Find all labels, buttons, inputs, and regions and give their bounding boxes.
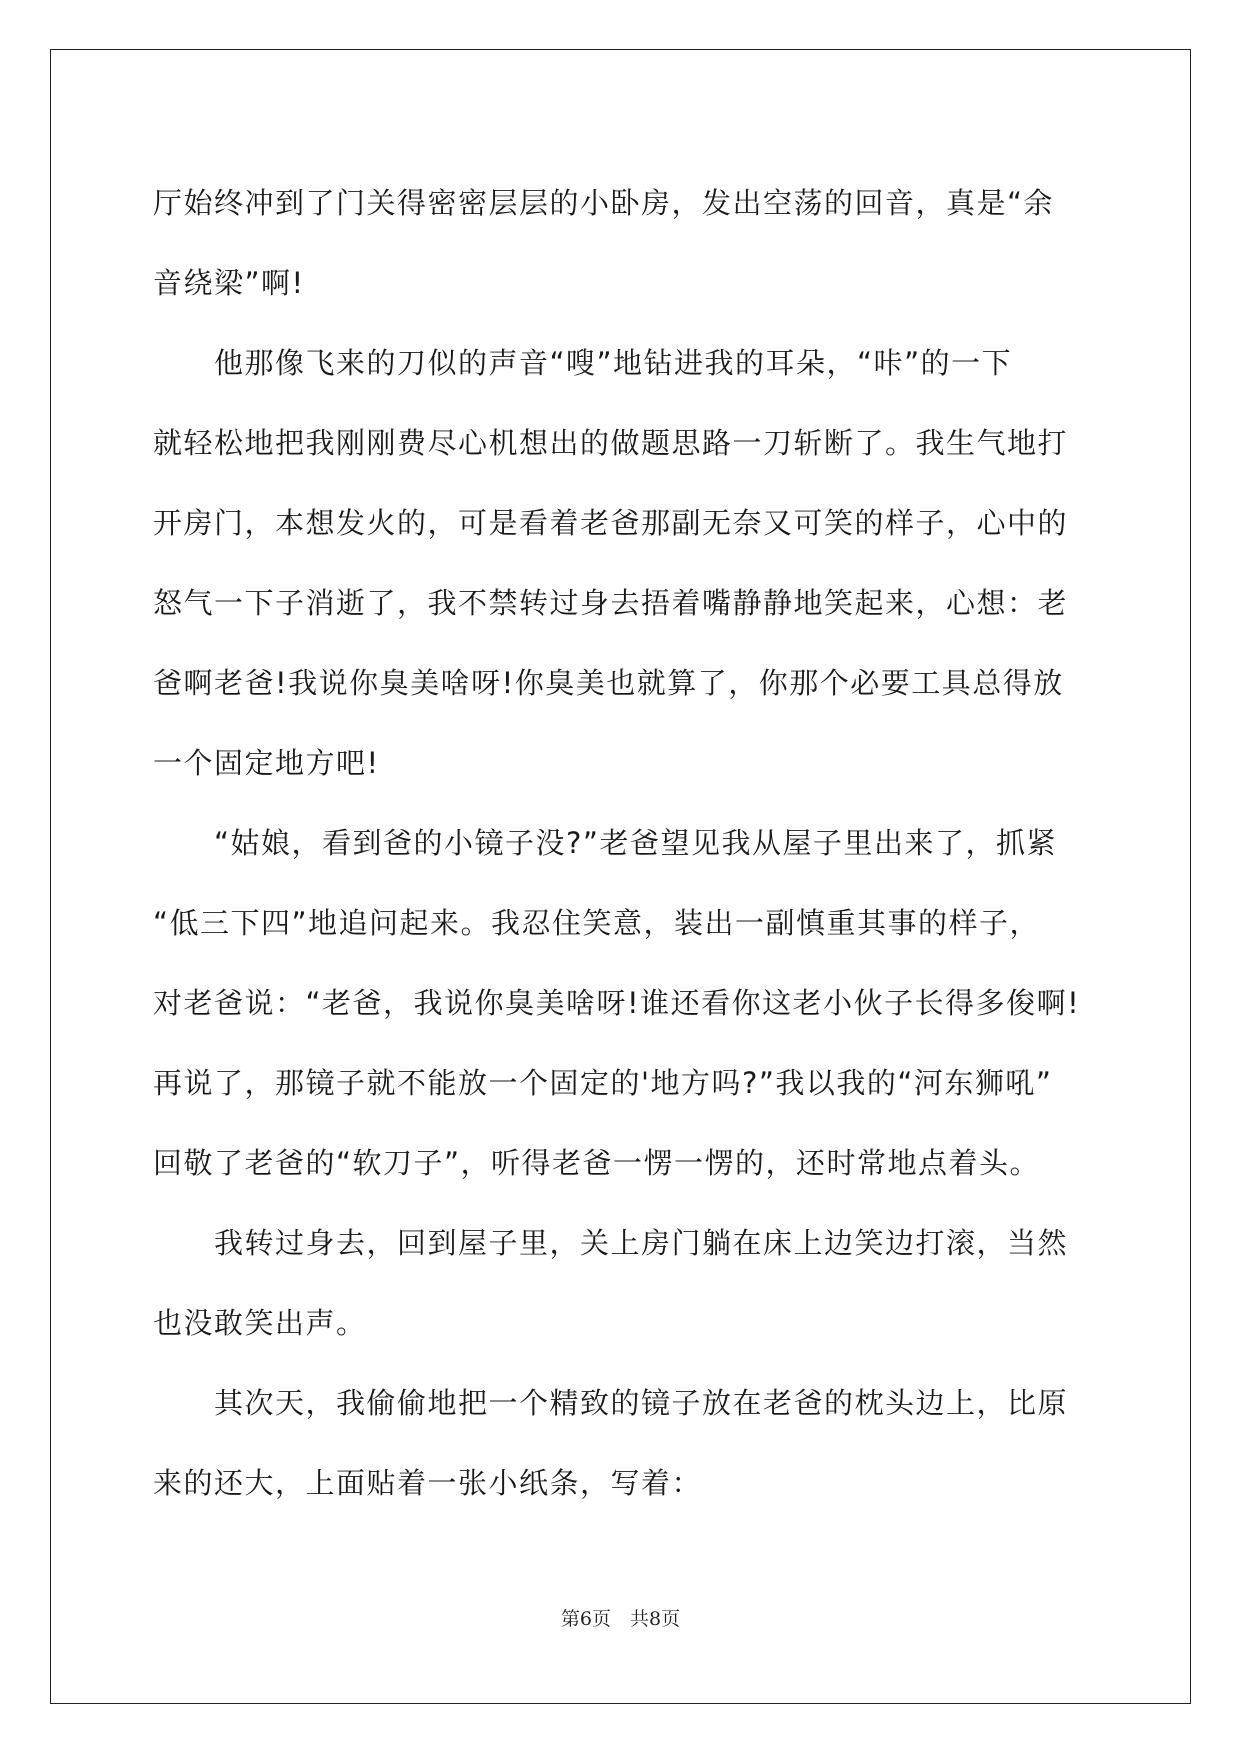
- text-line: 他那像飞来的刀似的声音“嗖”地钻进我的耳朵，“咔”的一下: [153, 346, 1013, 380]
- text-line: 回敬了老爸的“软刀子”，听得老爸一愣一愣的，还时常地点着头。: [153, 1146, 1041, 1180]
- text-line: 厅始终冲到了门关得密密层层的小卧房，发出空荡的回音，真是“余: [153, 186, 1055, 220]
- text-line: 其次天，我偷偷地把一个精致的镜子放在老爸的枕头边上，比原: [153, 1386, 1069, 1420]
- text-line: “姑娘，看到爸的小镜子没?”老爸望见我从屋子里出来了，抓紧: [153, 826, 1057, 860]
- text-line: 音绕梁”啊!: [153, 266, 305, 300]
- text-line: 爸啊老爸!我说你臭美啥呀!你臭美也就算了，你那个必要工具总得放: [153, 666, 1064, 700]
- text-line: 就轻松地把我刚刚费尽心机想出的做题思路一刀斩断了。我生气地打: [153, 426, 1069, 460]
- text-line: “低三下四”地追问起来。我忍住笑意，装出一副慎重其事的样子，: [153, 906, 1041, 940]
- text-line: 我转过身去，回到屋子里，关上房门躺在床上边笑边打滚，当然: [153, 1226, 1069, 1260]
- text-line: 也没敢笑出声。: [153, 1306, 367, 1340]
- page-number: 第6页 共8页: [560, 1608, 681, 1630]
- text-line: 对老爸说：“老爸，我说你臭美啥呀!谁还看你这老小伙子长得多俊啊!: [153, 986, 1081, 1020]
- text-line: 怒气一下子消逝了，我不禁转过身去捂着嘴静静地笑起来，心想：老: [153, 586, 1069, 620]
- text-line: 再说了，那镜子就不能放一个固定的'地方吗?”我以我的“河东狮吼”: [153, 1066, 1053, 1100]
- text-line: 来的还大，上面贴着一张小纸条，写着：: [153, 1466, 703, 1500]
- text-line: 一个固定地方吧!: [153, 746, 380, 780]
- text-line: 开房门，本想发火的，可是看着老爸那副无奈又可笑的样子，心中的: [153, 506, 1069, 540]
- document-body: [153, 163, 1093, 1523]
